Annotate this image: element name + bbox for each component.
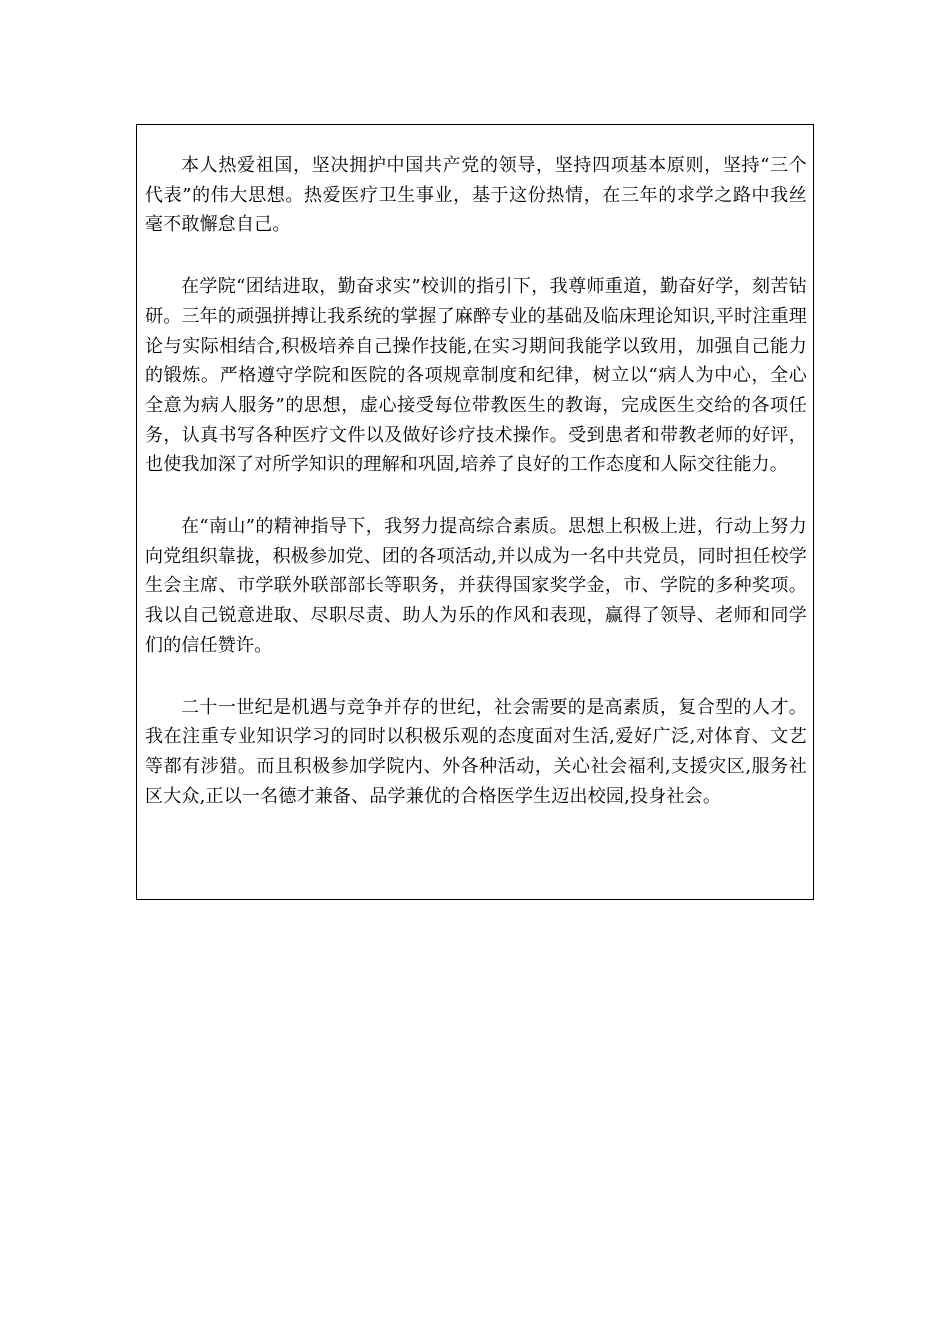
bordered-text-box (136, 124, 814, 900)
paragraph-overall-quality: 在“南山”的精神指导下，我努力提高综合素质。思想上积极上进，行动上努力向党组织靠拢，积极参加党、团的各项活动,并以成为一名中共党员，同时担任校学生会主席、市学联外联部部长等职务，并获得国家奖学金，市、学院的多种奖项。我以自己锐意进取、尽职尽责、助人为乐的作风和表现，赢得了领导、老师和同学们的信任赞许。 (145, 516, 807, 656)
paragraph-study-and-practice: 在学院“团结进取，勤奋求实”校训的指引下，我尊师重道，勤奋好学，刻苦钻研。三年的顽强拼搏让我系统的掌握了麻醉专业的基础及临床理论知识,平时注重理论与实际相结合,积极培养自己操作技能,在实习期间我能学以致用，加强自己能力的锻炼。严格遵守学院和医院的各项规章制度和纪律，树立以“病人为中心，全心全意为病人服务”的思想，虚心接受每位带教医生的教诲，完成医生交给的各项任务，认真书写各种医疗文件以及做好诊疗技术操作。受到患者和带教老师的好评，也使我加深了对所学知识的理解和巩固,培养了良好的工作态度和人际交往能力。 (145, 276, 807, 476)
paragraph-patriotism: 本人热爱祖国，坚决拥护中国共产党的领导，坚持四项基本原则，坚持“三个代表”的伟大思想。热爱医疗卫生事业，基于这份热情，在三年的求学之路中我丝毫不敢懈怠自己。 (145, 155, 807, 236)
paragraph-hobbies-and-future: 二十一世纪是机遇与竞争并存的世纪，社会需要的是高素质，复合型的人才。我在注重专业知识学习的同时以积极乐观的态度面对生活,爱好广泛,对体育、文艺等都有涉猎。而且积极参加学院内、外各种活动，关心社会福利,支援灾区,服务社区大众,正以一名德才兼备、品学兼优的合格医学生迈出校园,投身社会。 (145, 696, 807, 807)
